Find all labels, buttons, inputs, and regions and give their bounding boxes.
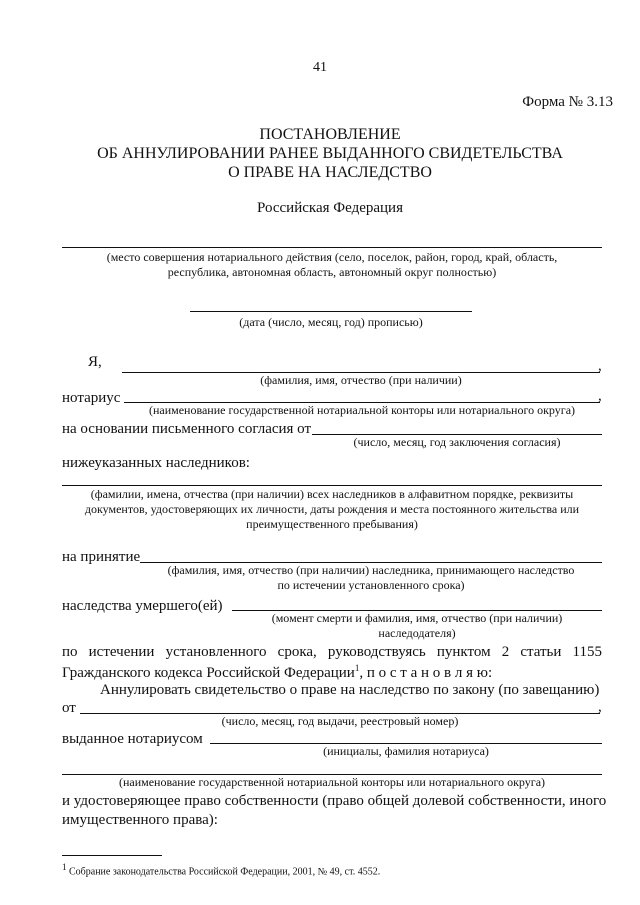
i-label: Я,	[88, 354, 102, 370]
ownership-line-1: и удостоверяющее право собственности (право общей долевой собственности, иного	[62, 793, 607, 809]
from-label: от	[62, 700, 76, 716]
heirs-hint-2: документов, удостоверяющих их личности, даты рождения и места постоянного жительства или	[84, 502, 580, 516]
footnote-number: 1	[62, 862, 67, 872]
footnote-rule	[62, 855, 162, 856]
place-hint-1: (место совершения нотариального действия (село, поселок, район, город, край, область,	[106, 250, 558, 264]
ownership-line-2: имущественного права):	[62, 812, 218, 828]
title-line-3: О ПРАВЕ НА НАСЛЕДСТВО	[228, 164, 432, 181]
acceptance-hint-2: по истечении установленного срока)	[277, 578, 465, 592]
deceased-hint-2: наследодателя)	[378, 626, 456, 640]
basis-label: на основании письменного согласия от	[62, 421, 312, 437]
comma: ,	[598, 358, 602, 374]
office-hint: (наименование государственной нотариальной конторы или нотариального округа)	[148, 403, 576, 417]
title-line-1: ПОСТАНОВЛЕНИЕ	[259, 126, 401, 143]
acceptance-hint-1: (фамилия, имя, отчество (при наличии) наследника, принимающего наследство	[167, 563, 575, 577]
date-hint: (дата (число, месяц, год) прописью)	[239, 315, 423, 329]
comma: ,	[598, 388, 602, 404]
place-hint-2: республика, автономная область, автономный округ полностью)	[167, 265, 497, 279]
civil-code-text: Гражданского кодекса Российской Федерации	[62, 665, 355, 681]
form-number: Форма № 3.13	[522, 94, 613, 110]
body-line-3: Аннулировать свидетельство о праве на наследство по закону (по завещанию)	[100, 682, 600, 698]
comma: ,	[598, 699, 602, 715]
date-field-line[interactable]	[190, 311, 472, 312]
heirs-hint-3: преимущественного пребывания)	[246, 517, 418, 531]
title-line-2: ОБ АННУЛИРОВАНИИ РАНЕЕ ВЫДАННОГО СВИДЕТЕЛЬСТВА	[97, 145, 563, 162]
decree-text: , п о с т а н о в л я ю:	[359, 665, 493, 681]
place-field-line[interactable]	[62, 247, 602, 248]
page-number: 41	[313, 60, 327, 75]
initials-hint: (инициалы, фамилия нотариуса)	[323, 744, 489, 758]
office-hint-2: (наименование государственной нотариальной конторы или нотариального округа)	[118, 775, 546, 789]
heirs-field-line[interactable]	[62, 485, 602, 486]
footnote-text: Собрание законодательства Российской Федерации, 2001, № 49, ст. 4552.	[69, 866, 381, 878]
body-line-1: по истечении установленного срока, руководствуясь пунктом 2 статьи 1155	[62, 644, 602, 660]
footnote-mark: 1	[354, 663, 360, 673]
notary-label: нотариус	[62, 390, 121, 406]
country-name: Российская Федерация	[257, 200, 403, 216]
consent-date-hint: (число, месяц, год заключения согласия)	[353, 435, 561, 449]
fio-hint: (фамилия, имя, отчество (при наличии)	[260, 373, 462, 387]
deceased-hint-1: (момент смерти и фамилия, имя, отчество (при наличии)	[271, 611, 563, 625]
footnote	[62, 862, 380, 877]
body-line-2	[62, 663, 492, 682]
issued-by-label: выданное нотариусом	[62, 731, 203, 747]
heirs-label: нижеуказанных наследников:	[62, 455, 250, 471]
issue-hint: (число, месяц, год выдачи, реестровый номер)	[221, 714, 459, 728]
deceased-label: наследства умершего(ей)	[62, 598, 223, 614]
acceptance-label: на принятие	[62, 549, 141, 565]
heirs-hint-1: (фамилии, имена, отчества (при наличии) всех наследников в алфавитном порядке, реквизиты	[90, 487, 574, 501]
